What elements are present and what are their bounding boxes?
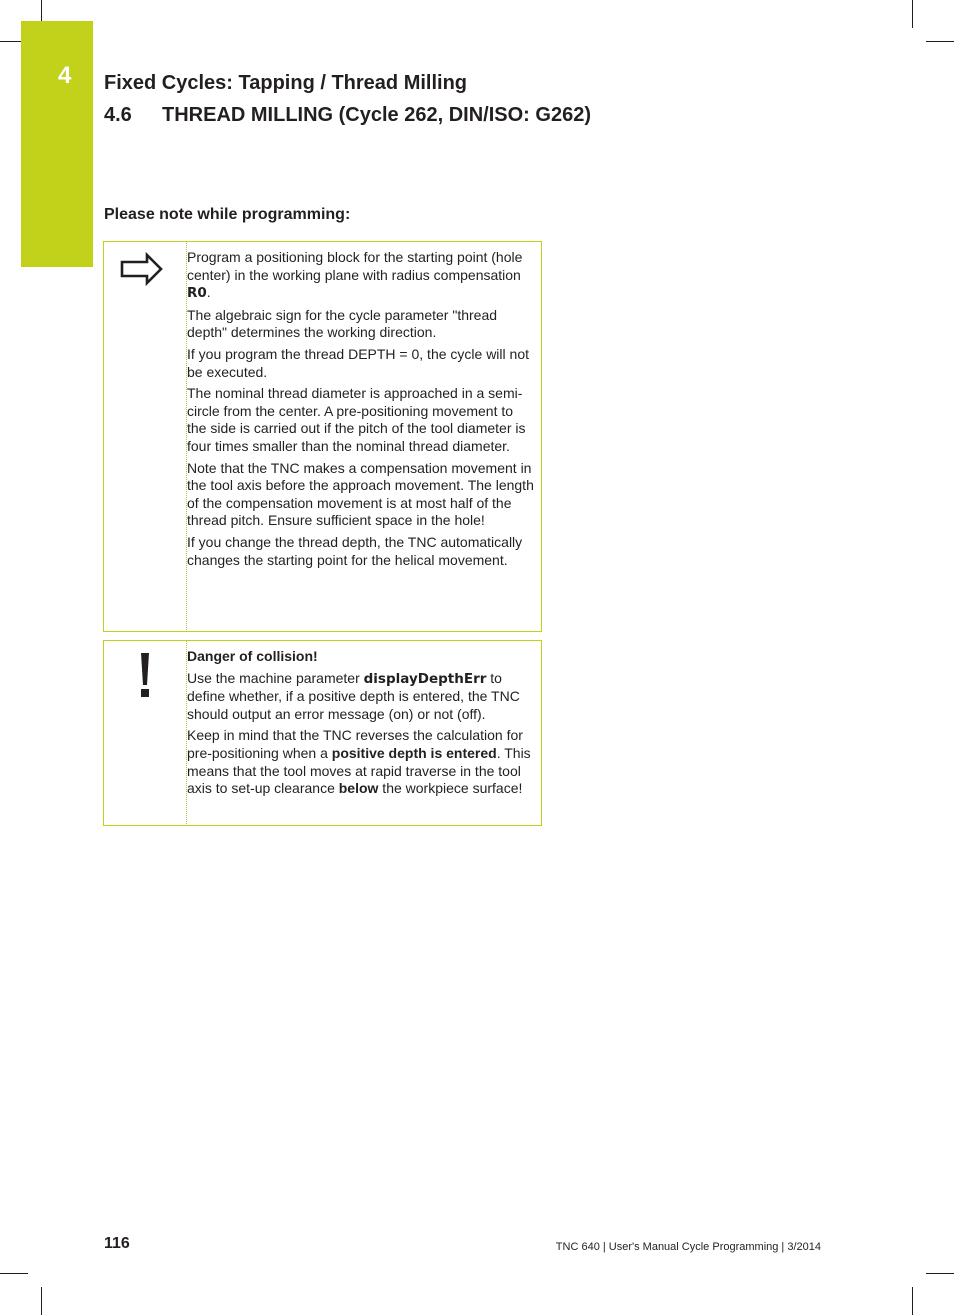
section-title: THREAD MILLING (Cycle 262, DIN/ISO: G262) bbox=[162, 104, 591, 126]
warning-text: Use the machine parameter bbox=[187, 669, 364, 686]
subheading: Please note while programming: bbox=[104, 206, 351, 223]
warning-text: to define whether, if a positive depth is entered, the TNC should output an error message (on) or not (off). bbox=[187, 669, 520, 722]
footer-text: TNC 640 | User's Manual Cycle Programming | 3/2014 bbox=[555, 1241, 821, 1253]
arrow-right-icon bbox=[104, 242, 186, 302]
note-content bbox=[187, 242, 541, 577]
warning-text: . This means that the tool moves at rapid traverse in the tool axis to set-up clearance bbox=[187, 744, 531, 797]
warning-text: Keep in mind that the TNC reverses the calculation for pre-positioning when a bbox=[187, 727, 523, 761]
note-paragraph bbox=[187, 249, 535, 303]
crop-mark bbox=[926, 41, 954, 42]
warning-box bbox=[103, 640, 542, 826]
warning-bold-text: positive depth is entered bbox=[331, 744, 497, 761]
crop-mark bbox=[41, 1287, 42, 1315]
note-text: Program a positioning block for the starting point (hole center) in the working plane with radius compensation bbox=[187, 249, 523, 283]
box-divider bbox=[186, 241, 187, 632]
crop-mark bbox=[912, 1287, 913, 1315]
exclamation-icon bbox=[104, 641, 186, 711]
note-paragraph: The nominal thread diameter is approached in a semi-circle from the center. A pre-positioning movement to the side is carried out if the pitch of the tool diameter is four times smaller than the nominal thread diameter. bbox=[187, 385, 526, 454]
crop-mark bbox=[926, 1273, 954, 1274]
page-number: 116 bbox=[104, 1235, 130, 1252]
crop-mark bbox=[0, 1273, 28, 1274]
chapter-title: Fixed Cycles: Tapping / Thread Milling bbox=[104, 72, 468, 94]
warning-paragraph bbox=[187, 727, 535, 797]
note-bold-text: R0 bbox=[187, 285, 207, 302]
note-paragraph: Note that the TNC makes a compensation movement in the tool axis before the approach movement. The length of the compensation movement is at most half of the thread pitch. Ensure sufficient space in the hole! bbox=[187, 459, 534, 529]
note-icon-cell bbox=[104, 242, 186, 307]
box-divider bbox=[186, 640, 187, 826]
warning-title: Danger of collision! bbox=[187, 648, 318, 664]
warning-text: the workpiece surface! bbox=[378, 780, 523, 797]
note-paragraph: If you program the thread DEPTH = 0, the cycle will not be executed. bbox=[187, 345, 529, 380]
note-box bbox=[103, 241, 542, 632]
chapter-number: 4 bbox=[58, 62, 72, 89]
section-number: 4.6 bbox=[104, 104, 132, 126]
warning-content bbox=[187, 641, 541, 806]
section-title-line bbox=[104, 104, 591, 127]
note-text: . bbox=[206, 284, 211, 301]
chapter-tab bbox=[21, 21, 93, 267]
note-paragraph: The algebraic sign for the cycle parameter "thread depth" determines the working direction. bbox=[187, 306, 498, 341]
warning-bold-text: displayDepthErr bbox=[363, 670, 487, 687]
warning-bold-text: below bbox=[338, 780, 379, 797]
warning-paragraph bbox=[187, 670, 535, 724]
note-paragraph: If you change the thread depth, the TNC automatically changes the starting point for the helical movement. bbox=[187, 533, 523, 568]
warning-icon-cell bbox=[104, 641, 186, 716]
crop-mark bbox=[912, 0, 913, 28]
